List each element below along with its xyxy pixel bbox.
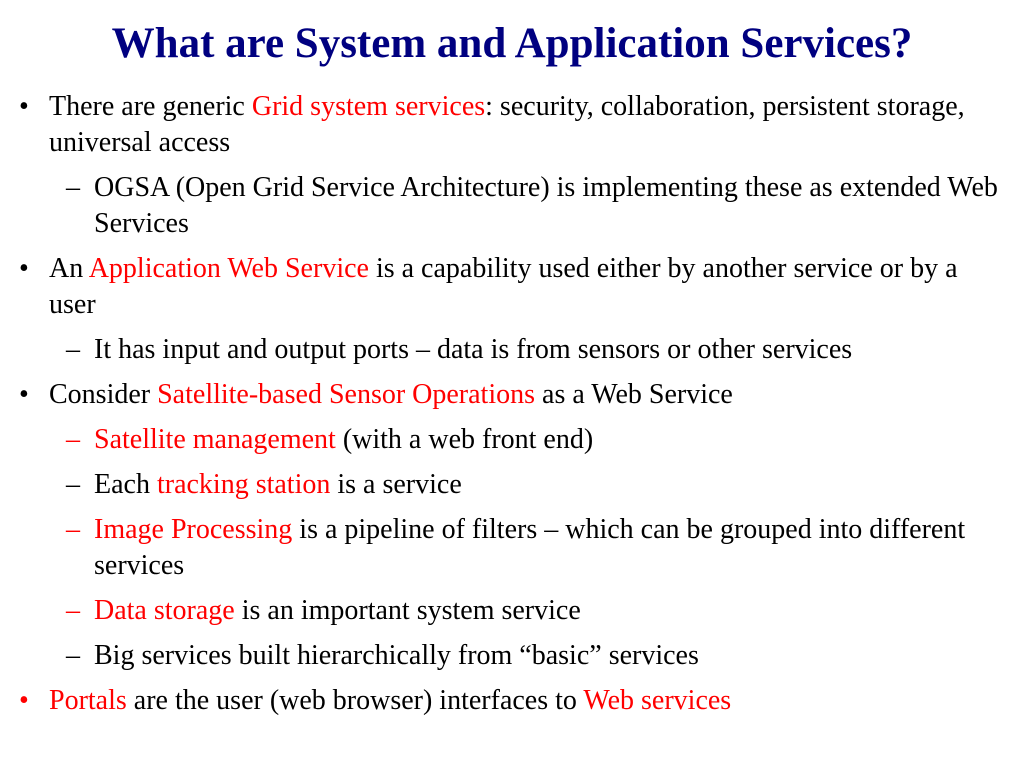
dash-marker: – (66, 172, 80, 203)
sub-bullet-item (0, 422, 1010, 458)
dash-marker: – (66, 334, 80, 365)
bullet-marker: • (19, 91, 29, 122)
bullet-text: There are generic (49, 91, 252, 122)
highlighted-term: Data storage (94, 595, 235, 626)
dash-marker: – (66, 424, 80, 455)
sub-bullet-item (0, 332, 1010, 368)
highlighted-term: tracking station (156, 469, 331, 500)
bullet-item (0, 377, 1010, 413)
highlighted-term: Satellite-based Sensor Operations (157, 379, 536, 410)
sub-bullet-item (0, 467, 1010, 503)
slide-title: What are System and Application Services? (111, 20, 913, 67)
highlighted-term: Portals (49, 685, 127, 716)
highlighted-term: Web services (583, 685, 732, 716)
bullet-text: Consider (49, 379, 158, 410)
bullet-text: as a Web Service (535, 379, 733, 410)
bullet-text: : security, collaboration, persistent storage, universal access (49, 91, 965, 158)
sub-bullet-text: Big services built hierarchically from “basic” services (94, 640, 699, 671)
highlighted-term: Grid system services (251, 91, 486, 122)
bullet-marker: • (19, 379, 29, 410)
sub-bullet-text: OGSA (Open Grid Service Architecture) is implementing these as extended Web Services (94, 172, 998, 239)
sub-bullet-text: (with a web front end) (335, 424, 594, 455)
sub-bullet-item (0, 593, 1010, 629)
bullet-marker: • (19, 685, 29, 716)
sub-bullet-text: is a pipeline of filters – which can be grouped into different services (94, 514, 966, 581)
bullet-item (0, 251, 1010, 323)
bullet-text: are the user (web browser) interfaces to (126, 685, 584, 716)
highlighted-term: Image Processing (94, 514, 293, 545)
bullet-item (0, 89, 1010, 161)
sub-bullet-text: It has input and output ports – data is from sensors or other services (94, 334, 853, 365)
bullet-text: An (49, 253, 89, 284)
sub-bullet-text: is a service (330, 469, 462, 500)
sub-bullet-item (0, 170, 1010, 242)
sub-bullet-text: Each (94, 469, 157, 500)
bullet-text: is a capability used either by another service or by a user (49, 253, 958, 320)
dash-marker: – (66, 640, 80, 671)
sub-bullet-item (0, 512, 1010, 584)
bullet-list (0, 89, 1010, 719)
dash-marker: – (66, 469, 80, 500)
sub-bullet-text: is an important system service (234, 595, 581, 626)
highlighted-term: Satellite management (94, 424, 336, 455)
bullet-item (0, 683, 1010, 719)
dash-marker: – (66, 595, 80, 626)
dash-marker: – (66, 514, 80, 545)
sub-bullet-item (0, 638, 1010, 674)
bullet-marker: • (19, 253, 29, 284)
highlighted-term: Application Web Service (88, 253, 369, 284)
